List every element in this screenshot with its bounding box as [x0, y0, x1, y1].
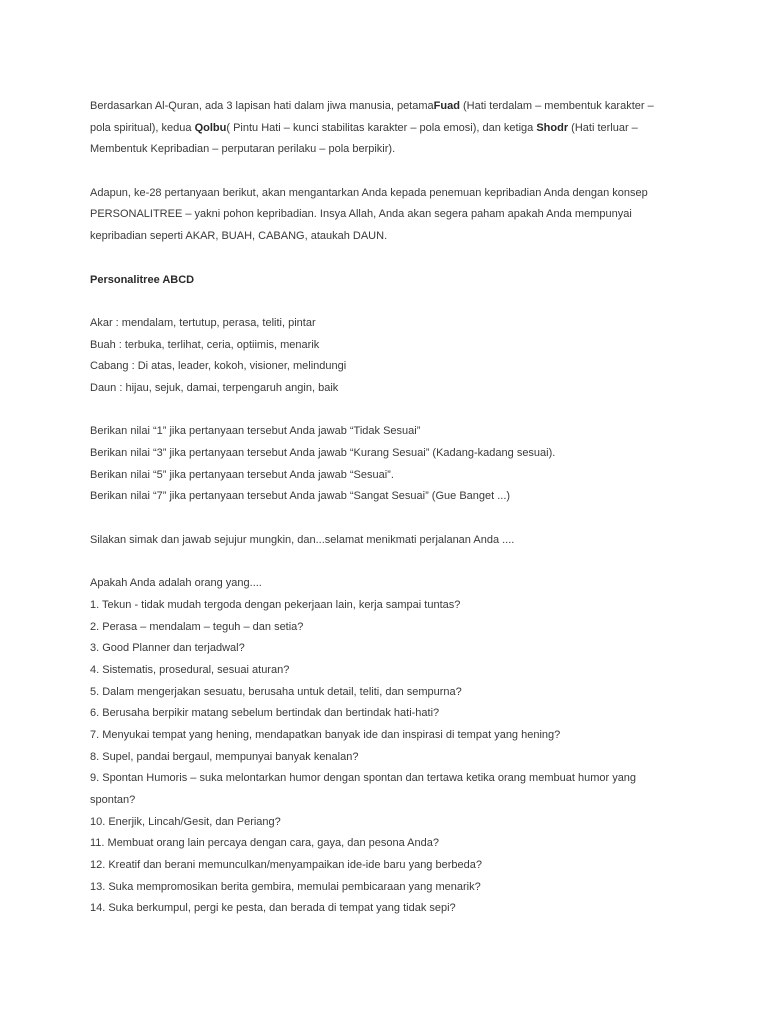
intro-text: ( Pintu Hati – kunci stabilitas karakter – pola emosi), dan ketiga — [226, 121, 537, 134]
question-item: 8. Supel, pandai bergaul, mempunyai banyak kenalan? — [90, 750, 359, 763]
spacer — [90, 551, 690, 573]
paragraph-line: Adapun, ke-28 pertanyaan berikut, akan mengantarkan Anda kepada penemuan kepribadian Anda dengan konsep — [90, 186, 648, 199]
term-qolbu: Qolbu — [194, 121, 227, 134]
question-item-continuation: spontan? — [90, 794, 136, 806]
question-item: 1. Tekun - tidak mudah tergoda dengan pekerjaan lain, kerja sampai tuntas? — [90, 598, 461, 611]
spacer — [90, 508, 690, 530]
question-item: 3. Good Planner dan terjadwal? — [90, 642, 245, 655]
question-item: 5. Dalam mengerjakan sesuatu, berusaha untuk detail, teliti, dan sempurna? — [90, 685, 462, 698]
spacer — [90, 400, 690, 422]
invitation-text: Silakan simak dan jawab sejujur mungkin, dan...selamat menikmati perjalanan Anda .... — [90, 533, 515, 546]
intro-line-3: Membentuk Kepribadian – perputaran perilaku – pola berpikir). — [90, 143, 396, 156]
intro-text: pola spiritual), kedua — [90, 121, 195, 134]
paragraph-line: kepribadian seperti AKAR, BUAH, CABANG, ataukah DAUN. — [90, 230, 388, 243]
spacer — [90, 161, 690, 183]
type-daun: Daun : hijau, sejuk, damai, terpengaruh angin, baik — [90, 381, 339, 394]
type-akar: Akar : mendalam, tertutup, perasa, teliti, pintar — [90, 316, 316, 329]
question-intro: Apakah Anda adalah orang yang.... — [90, 577, 262, 590]
question-item: 11. Membuat orang lain percaya dengan cara, gaya, dan pesona Anda? — [90, 837, 439, 850]
intro-text: (Hati terdalam – membentuk karakter – — [459, 100, 654, 112]
term-fuad: Fuad — [433, 100, 460, 112]
question-item: 2. Perasa – mendalam – teguh – dan setia? — [90, 620, 304, 633]
intro-line-2 — [90, 118, 690, 140]
intro-line-1 — [90, 96, 690, 118]
intro-text: (Hati terluar – — [568, 121, 638, 134]
paragraph-line: PERSONALITREE – yakni pohon kepribadian. Insya Allah, Anda akan segera paham apakah Anda mempunyai — [90, 208, 632, 221]
question-item: 12. Kreatif dan berani memunculkan/menyampaikan ide-ide baru yang berbeda? — [90, 859, 482, 872]
question-item: 13. Suka mempromosikan berita gembira, memulai pembicaraan yang menarik? — [90, 880, 481, 893]
scoring-rule: Berikan nilai “5” jika pertanyaan tersebut Anda jawab “Sesuai”. — [90, 468, 394, 481]
scoring-rule: Berikan nilai “3” jika pertanyaan tersebut Anda jawab “Kurang Sesuai” (Kadang-kadang sesuai). — [90, 447, 556, 459]
section-heading: Personalitree ABCD — [90, 273, 195, 286]
question-item: 14. Suka berkumpul, pergi ke pesta, dan berada di tempat yang tidak sepi? — [90, 902, 456, 915]
spacer — [90, 291, 690, 313]
term-shodr: Shodr — [536, 121, 569, 134]
question-item: 7. Menyukai tempat yang hening, mendapatkan banyak ide dan inspirasi di tempat yang hening? — [90, 728, 561, 741]
intro-text: Berdasarkan Al-Quran, ada 3 lapisan hati dalam jiwa manusia, petama — [90, 100, 434, 112]
spacer — [90, 248, 690, 270]
question-item: 4. Sistematis, prosedural, sesuai aturan? — [90, 663, 290, 676]
question-item: 9. Spontan Humoris – suka melontarkan humor dengan spontan dan tertawa ketika orang membuat humor yang — [90, 772, 637, 785]
scoring-rule: Berikan nilai “7” jika pertanyaan tersebut Anda jawab “Sangat Sesuai” (Gue Banget ...) — [90, 490, 511, 503]
question-item: 6. Berusaha berpikir matang sebelum bertindak dan bertindak hati-hati? — [90, 707, 440, 720]
scoring-rule: Berikan nilai “1” jika pertanyaan tersebut Anda jawab “Tidak Sesuai” — [90, 425, 421, 438]
question-item: 10. Enerjik, Lincah/Gesit, dan Periang? — [90, 815, 281, 828]
document-page — [90, 96, 690, 920]
type-buah: Buah : terbuka, terlihat, ceria, optiimis, menarik — [90, 338, 320, 351]
type-cabang: Cabang : Di atas, leader, kokoh, visioner, melindungi — [90, 360, 347, 373]
